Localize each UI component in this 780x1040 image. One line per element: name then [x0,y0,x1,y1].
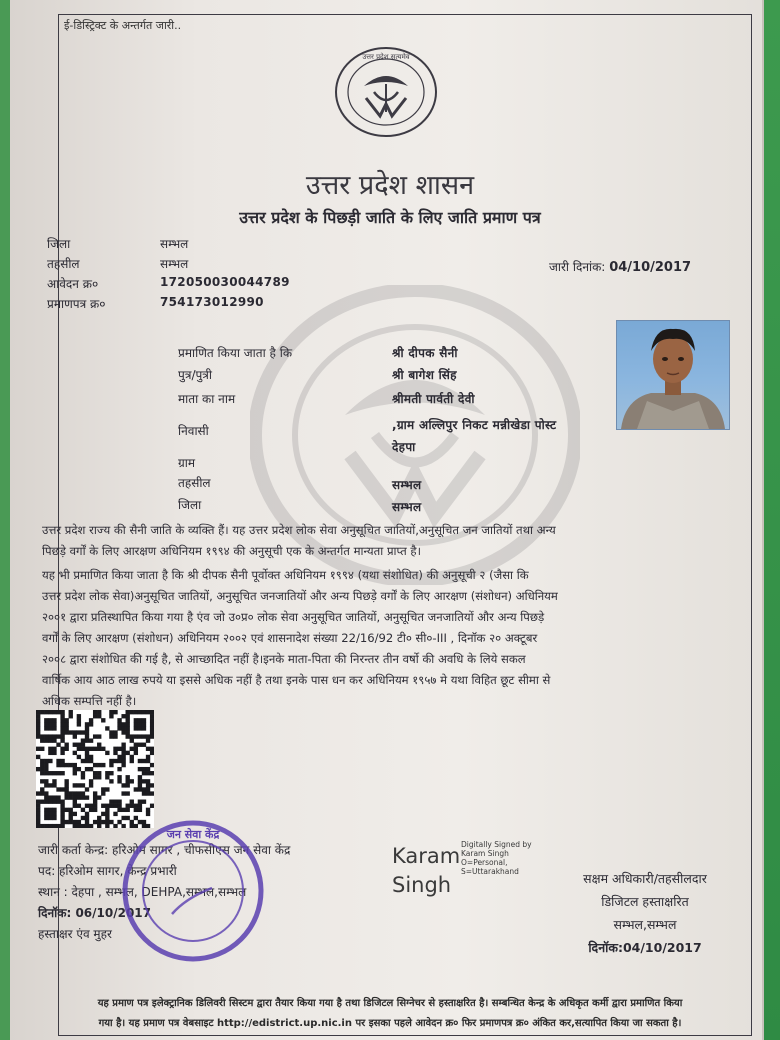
person-value-district: सम्भल [392,500,422,514]
footer-line: गया है। यह प्रमाण पत्र वेबसाइट http://edistrict.up.nic.in पर इसका पहले आवेदन क्र० फिर प्रमाणपत्र क्र० अंकित कर,सत्यापित किया जा सकता है। [98,1018,682,1029]
person-label-certified: प्रमाणित किया जाता है कि [178,346,293,360]
person-label-village: ग्राम [178,456,196,470]
field-value-tehsil: सम्भल [160,257,189,271]
up-emblem-icon [334,46,438,138]
person-value-name: श्री दीपक सैनी [392,346,458,360]
paragraph-line: वार्षिक आय आठ लाख रुपये या इससे अधिक नहीं है तथा इनके पास धन कर अधिनियम १९५७ मे यथा विहित छूट सीमा से [42,673,551,687]
applicant-photo [616,320,730,430]
person-label-district: जिला [178,498,202,512]
field-value-certificate-no: 754173012990 [160,295,264,309]
field-label-tehsil: तहसील [47,257,80,271]
field-label-district: जिला [47,237,71,251]
person-value-tehsil: सम्भल [392,478,422,492]
paragraph-line: उत्तर प्रदेश राज्य की सैनी जाति के व्यक्ति हैं। यह उत्तर प्रदेश लोक सेवा अनुसूचित जातियों,अनुसूचित जन जातियों तथा अन्य [42,523,556,537]
issue-date [549,258,691,275]
top-note: ई-डिस्ट्रिक्ट के अन्तर्गत जारी.. [64,19,182,32]
issuer-post: पद: हरिओम सागर, केन्द्र प्रभारी [38,864,177,878]
signature-detail: S=Uttarakhand [461,867,519,876]
paragraph-line: यह भी प्रमाणित किया जाता है कि श्री दीपक सैनी पूर्वोक्त अधिनियम १९९४ (यथा संशोधित) की अनुसूची २ (जैसा कि [42,568,529,582]
person-value-mother: श्रीमती पार्वती देवी [392,392,475,406]
background-green-left [0,0,10,1040]
officer-date: दिनॉक:04/10/2017 [588,940,702,955]
officer-title: सक्षम अधिकारी/तहसीलदार [583,871,707,886]
field-value-application-no: 172050030044789 [160,275,290,289]
footer-note [20,994,760,1034]
qr-code-icon [36,710,154,828]
signature-detail: Karam Singh [461,849,509,858]
emblem-text: उत्तर प्रदेश सत्यमेव [362,53,410,61]
issuer-place: स्थान : देहपा , सम्भल, DEHPA,सम्भल,सम्भल [38,885,247,899]
stamp-seal-icon [120,818,266,964]
paragraph-line: अधिक सम्पत्ति नहीं है। [42,694,137,708]
officer-block [540,867,750,959]
stamp-text: जन सेवा केंद्र [166,828,220,841]
paragraph-line: वर्गों के लिए आरक्षण (संशोधन) अधिनियम २००२ एवं शासनादेश संख्या 22/16/92 टी० सी०-III , दिनॉक २० अक्टूबर [42,631,538,645]
signature-detail: Digitally Signed by [461,840,532,849]
person-photo-icon [617,321,729,429]
issuer-date: दिनॉक: 06/10/2017 [38,906,152,920]
field-label-application-no: आवेदन क्र० [47,277,99,291]
field-value-district: सम्भल [160,237,189,251]
issue-date-value: 04/10/2017 [609,260,692,275]
field-label-certificate-no: प्रमाणपत्र क्र० [47,297,106,311]
person-label-resident: निवासी [178,424,209,438]
creamy-layer-paragraph [42,565,742,712]
paragraph-line: उत्तर प्रदेश लोक सेवा)अनुसूचित जातियों, अनुसूचित जनजातियों और अन्य पिछड़े वर्गों के लिए आरक्षण (संशोधन) अधिनियम [42,589,558,603]
officer-digital: डिजिटल हस्ताक्षरित [601,894,689,909]
caste-declaration-paragraph [42,520,742,562]
paragraph-line: २००८ द्वारा संशोधित की गई है, से आच्छादित नहीं है।इनके माता-पिता की निरन्तर तीन वर्षो की अवधि के लिये सकल [42,652,526,666]
paragraph-line: २००१ द्वारा प्रतिस्थापित किया गया है एंव जो उ०प्र० लोक सेवा अनुसूचित जातियों, अनुसूचित जनजातियों और अन्य पिछड़े [42,610,545,624]
paragraph-line: पिछड़े वर्गों के लिए आरक्षण अधिनियम १९९४ की अनुसूची एक के अन्तर्गत मान्यता प्राप्त है। [42,544,421,558]
page-title: उत्तर प्रदेश शासन [305,170,475,201]
person-label-tehsil: तहसील [178,476,211,490]
issuer-center: जारी कर्ता केन्द्र: हरिओम सागर , चीफसीएस जन सेवा केंद्र [38,843,291,857]
digital-signature-name [392,842,460,900]
person-value-father: श्री बागेश सिंह [392,368,457,382]
officer-place: सम्भल,सम्भल [613,917,677,932]
person-label-parent: पुत्र/पुत्री [178,368,213,382]
person-value-post: देहपा [392,440,416,454]
page-subtitle: उत्तर प्रदेश के पिछड़ी जाति के लिए जाति प्रमाण पत्र [239,208,541,227]
background-green-right [764,0,780,1040]
person-label-mother: माता का नाम [178,392,236,406]
digital-signature-details [461,840,532,876]
issue-date-label: जारी दिनांक: [549,260,606,274]
signature-last-name: Singh [392,873,452,897]
person-value-address: ,ग्राम अल्लिपुर निकट मन्नीखेडा पोस्ट [392,418,557,432]
signature-detail: O=Personal, [461,858,508,867]
footer-line: यह प्रमाण पत्र इलेक्ट्रानिक डिलिवरी सिस्टम द्वारा तैयार किया गया है तथा डिजिटल सिग्नेचर से हस्ताक्षरित है। सम्बन्धित केन्द्र के अधिकृत कर्मी द्वारा प्रमाणित किया [97,998,683,1009]
issuer-sign-label: हस्ताक्षर एंव मुहर [38,927,112,941]
signature-first-name: Karam [392,844,461,868]
